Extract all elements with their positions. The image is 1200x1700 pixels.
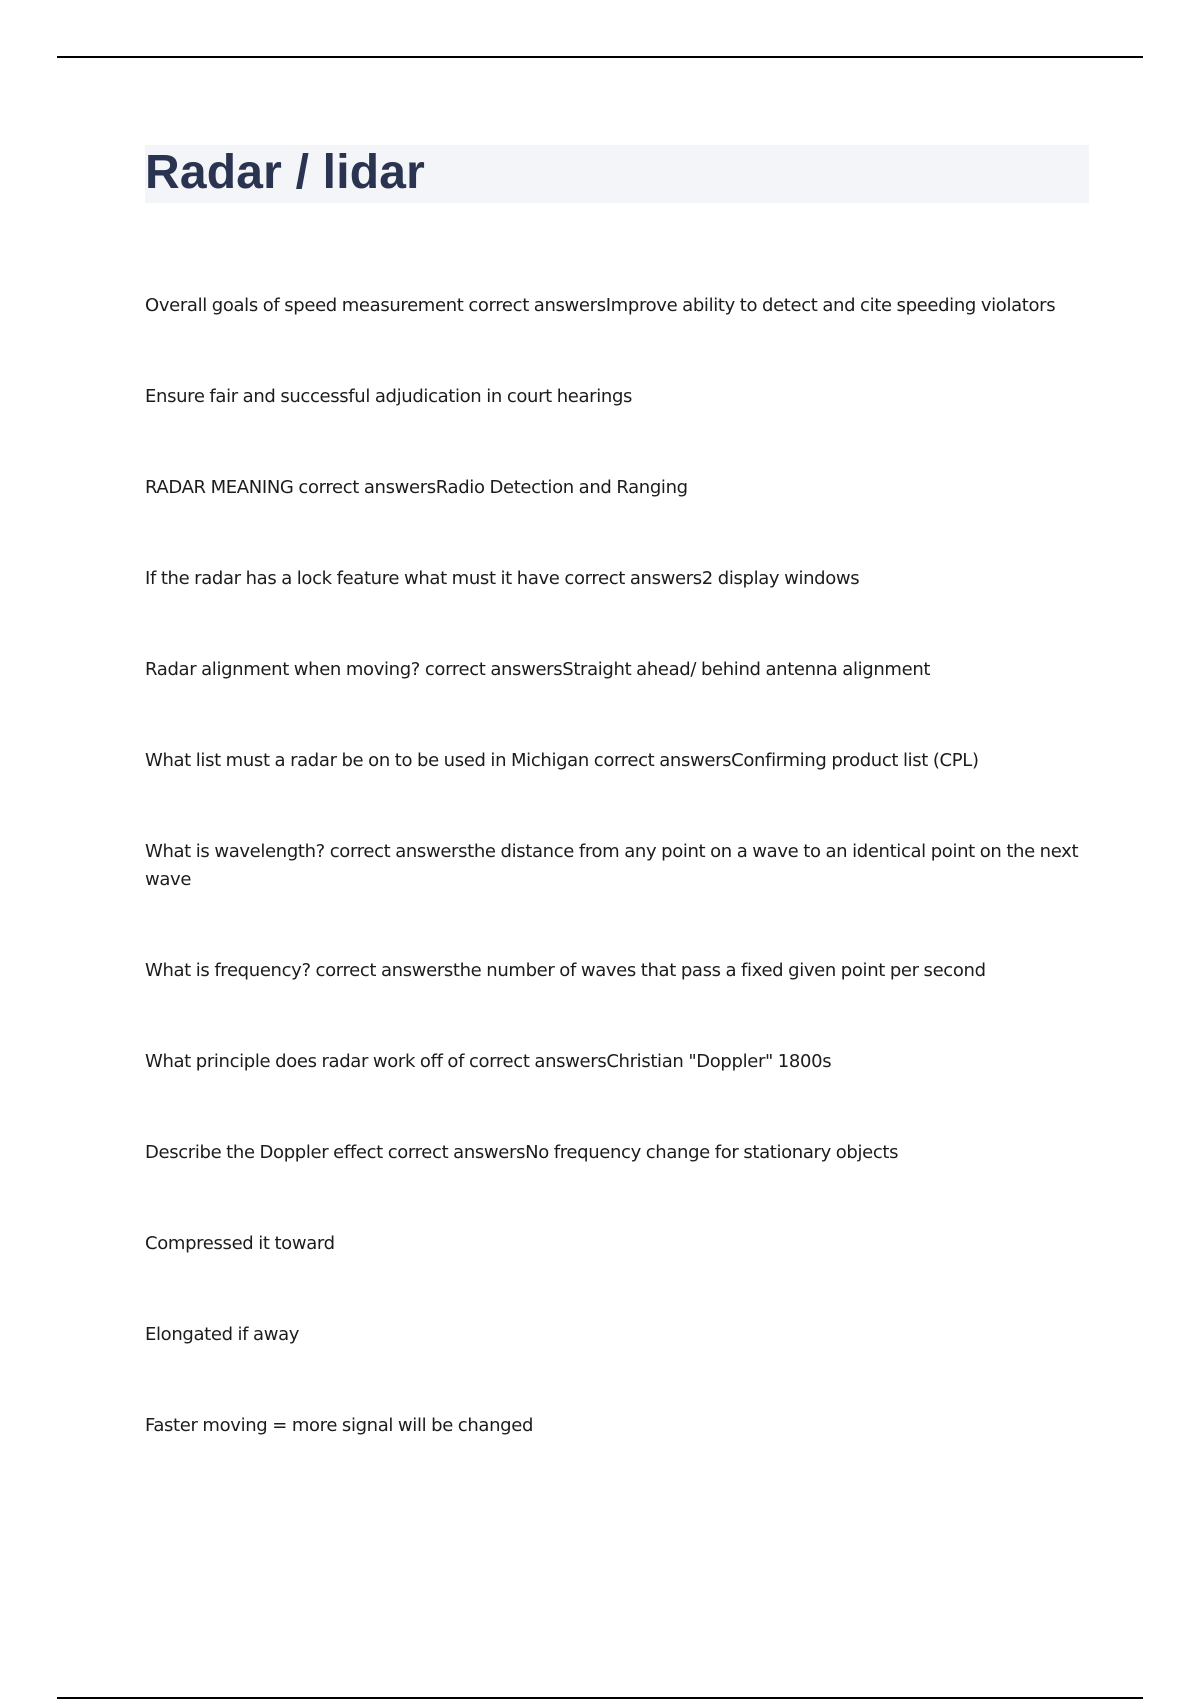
bottom-rule xyxy=(57,1697,1143,1699)
entry-item: Radar alignment when moving? correct answersStraight ahead/ behind antenna alignment xyxy=(145,659,931,680)
entry-item: Compressed it toward xyxy=(145,1233,335,1254)
entry-item: Describe the Doppler effect correct answersNo frequency change for stationary objects xyxy=(145,1142,899,1163)
entry-item: Ensure fair and successful adjudication in court hearings xyxy=(145,386,633,407)
entry-item: Faster moving = more signal will be changed xyxy=(145,1415,534,1436)
entry-item: What principle does radar work off of correct answersChristian "Doppler" 1800s xyxy=(145,1051,832,1072)
entry-item: If the radar has a lock feature what must it have correct answers2 display windows xyxy=(145,568,860,589)
top-rule xyxy=(57,56,1143,58)
entry-item: Overall goals of speed measurement correct answersImprove ability to detect and cite speeding violators xyxy=(145,295,1056,316)
entry-item: RADAR MEANING correct answersRadio Detection and Ranging xyxy=(145,477,688,498)
entry-item: Elongated if away xyxy=(145,1324,300,1345)
entry-item: What is wavelength? correct answersthe distance from any point on a wave to an identical point on the next wave xyxy=(145,841,1079,890)
entry-item: What is frequency? correct answersthe number of waves that pass a fixed given point per second xyxy=(145,960,986,981)
entry-item: What list must a radar be on to be used in Michigan correct answersConfirming product list (CPL) xyxy=(145,750,979,771)
page-title: Radar / lidar xyxy=(145,146,426,199)
entry-list xyxy=(145,292,1095,1503)
